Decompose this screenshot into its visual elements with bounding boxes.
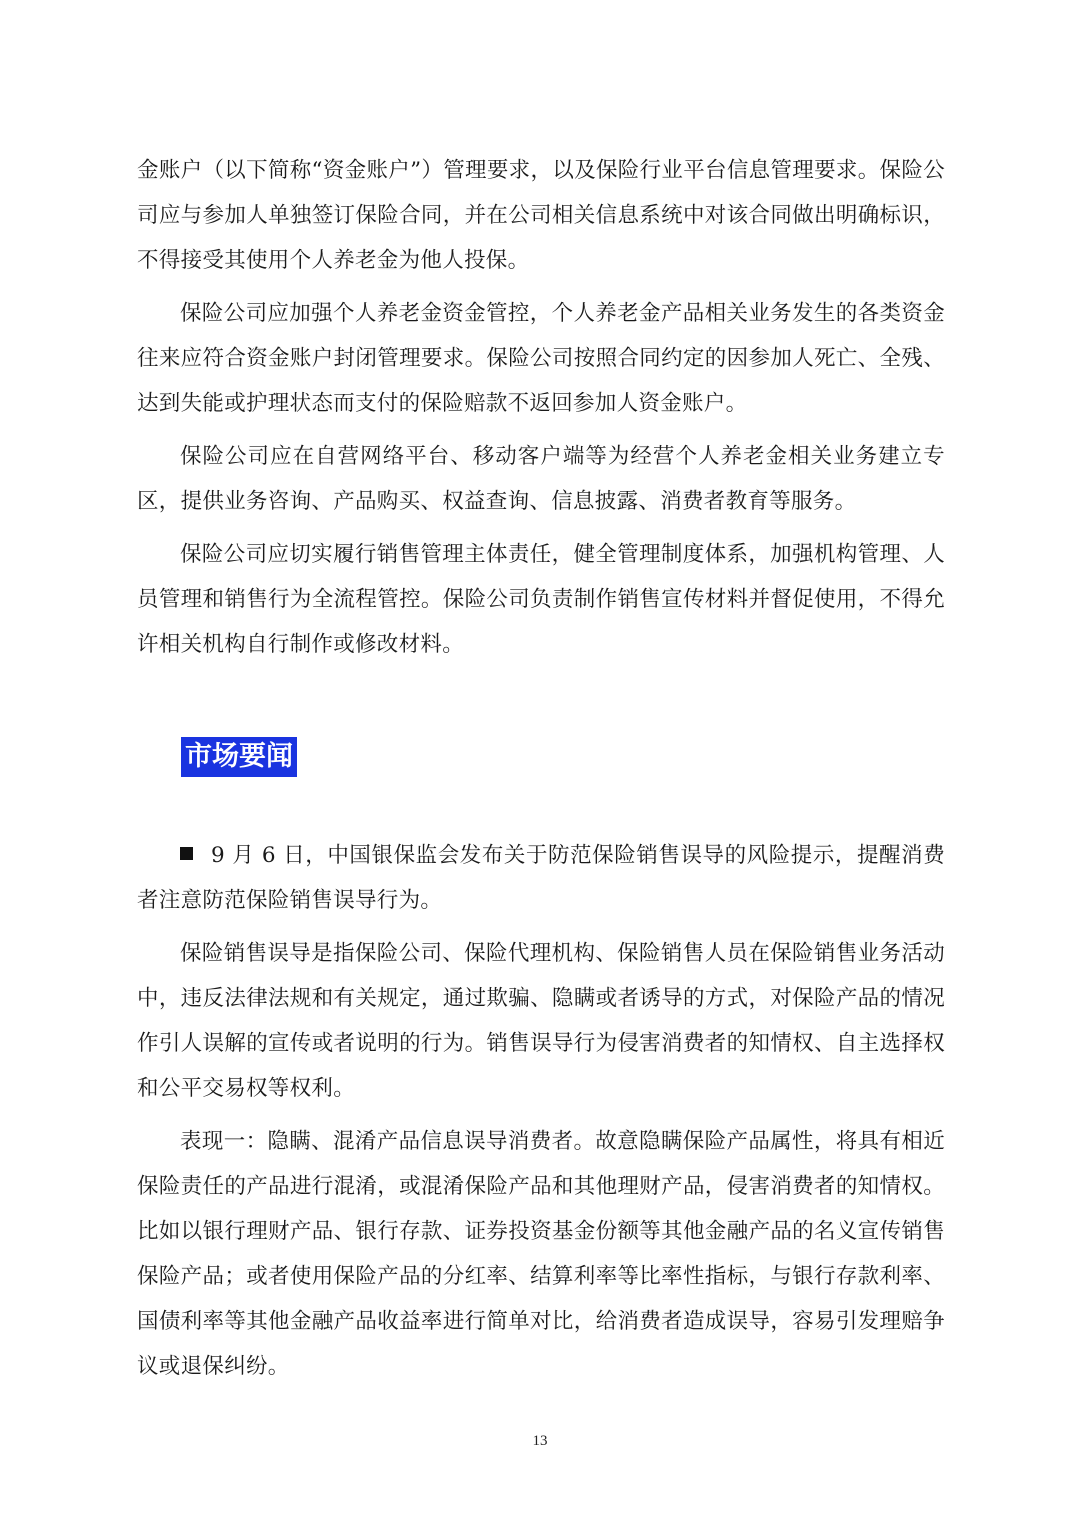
- news-lead-text: 9 月 6 日，中国银保监会发布关于防范保险销售误导的风险提示，提醒消费者注意防范保险销售误导行为。: [137, 843, 945, 913]
- page-number: 13: [532, 1433, 548, 1449]
- section-heading-market-news: 市场要闻: [181, 737, 297, 777]
- news-paragraph-1: 保险销售误导是指保险公司、保险代理机构、保险销售人员在保险销售业务活动中，违反法律法规和有关规定，通过欺骗、隐瞒或者诱导的方式，对保险产品的情况作引人误解的宣传或者说明的行为。销售误导行为侵害消费者的知情权、自主选择权和公平交易权等权利。: [137, 941, 945, 1101]
- news-lead-paragraph: [137, 833, 945, 923]
- intro-paragraph-4: 保险公司应切实履行销售管理主体责任，健全管理制度体系，加强机构管理、人员管理和销售行为全流程管控。保险公司负责制作销售宣传材料并督促使用，不得允许相关机构自行制作或修改材料。: [137, 542, 945, 657]
- news-paragraph-2: 表现一：隐瞒、混淆产品信息误导消费者。故意隐瞒保险产品属性，将具有相近保险责任的产品进行混淆，或混淆保险产品和其他理财产品，侵害消费者的知情权。比如以银行理财产品、银行存款、证券投资基金份额等其他金融产品的名义宣传销售保险产品；或者使用保险产品的分红率、结算利率等比率性指标，与银行存款利率、国债利率等其他金融产品收益率进行简单对比，给消费者造成误导，容易引发理赔争议或退保纠纷。: [137, 1129, 945, 1379]
- intro-paragraph-1: 金账户（以下简称“资金账户”）管理要求，以及保险行业平台信息管理要求。保险公司应与参加人单独签订保险合同，并在公司相关信息系统中对该合同做出明确标识，不得接受其使用个人养老金为他人投保。: [137, 158, 945, 273]
- black-square-icon: [180, 847, 193, 860]
- intro-paragraph-2: 保险公司应加强个人养老金资金管控，个人养老金产品相关业务发生的各类资金往来应符合资金账户封闭管理要求。保险公司按照合同约定的因参加人死亡、全残、达到失能或护理状态而支付的保险赔款不返回参加人资金账户。: [137, 301, 945, 416]
- intro-paragraph-3: 保险公司应在自营网络平台、移动客户端等为经营个人养老金相关业务建立专区，提供业务咨询、产品购买、权益查询、信息披露、消费者教育等服务。: [137, 444, 945, 514]
- page-content: [137, 148, 945, 1397]
- news-block: [137, 833, 945, 1389]
